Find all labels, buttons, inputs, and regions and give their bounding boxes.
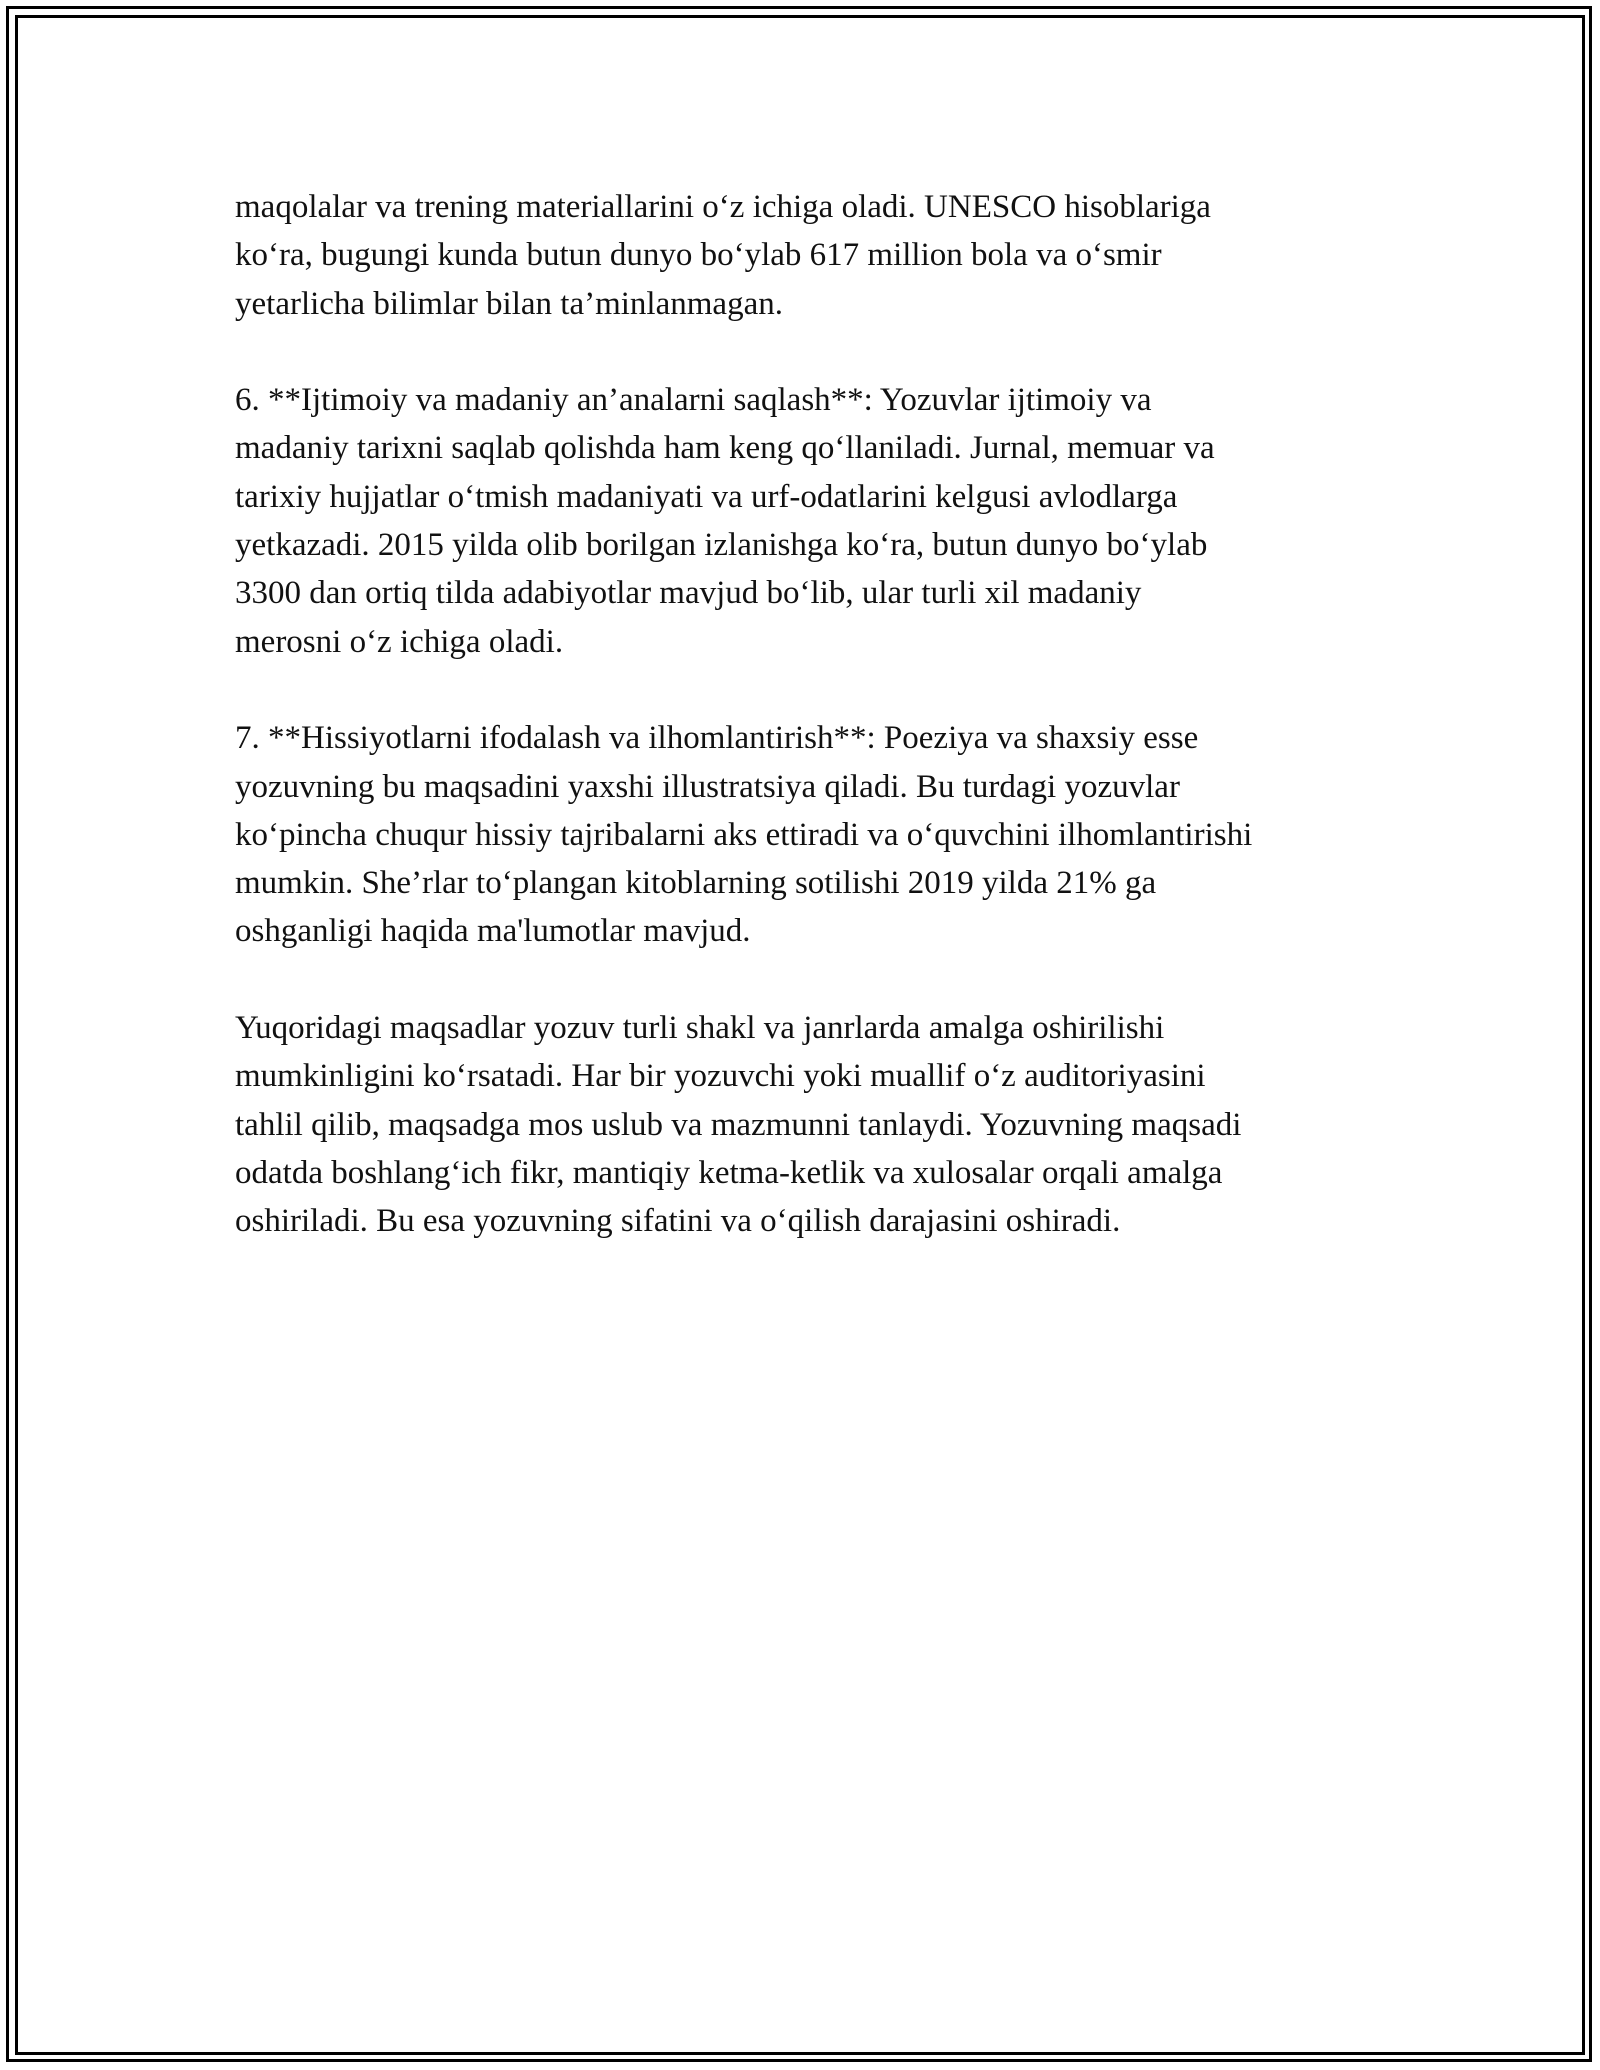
paragraph-unesco-stats: maqolalar va trening materiallarini o‘z ichiga oladi. UNESCO hisoblariga ko‘ra, bugungi kunda butun dunyo bo‘ylab 617 million bola va o‘smir yetarlicha bilimlar bilan ta’minlanmagan. <box>235 189 1211 322</box>
document-body <box>235 183 1375 1246</box>
paragraph-item-6-cultural-traditions: 6. **Ijtimoiy va madaniy an’analarni saqlash**: Yozuvlar ijtimoiy va madaniy tarixni saqlab qolishda ham keng qo‘llaniladi. Jurnal, memuar va tarixiy hujjatlar o‘tmish madaniyati va urf-odatlarini kelgusi avlodlarga yetkazadi. 2015 yilda olib borilgan izlanishga ko‘ra, butun dunyo bo‘ylab 3300 dan ortiq tilda adabiyotlar mavjud bo‘lib, ular turli xil madaniy merosni o‘z ichiga oladi. <box>235 382 1215 660</box>
paragraph-conclusion: Yuqoridagi maqsadlar yozuv turli shakl va janrlarda amalga oshirilishi mumkinligini ko‘rsatadi. Har bir yozuvchi yoki muallif o‘z auditoriyasini tahlil qilib, maqsadga mos uslub va mazmunni tanlaydi. Yozuvning maqsadi odatda boshlang‘ich fikr, mantiqiy ketma-ketlik va xulosalar orqali amalga oshiriladi. Bu esa yozuvning sifatini va o‘qilish darajasini oshiradi. <box>235 1010 1242 1240</box>
paragraph-item-7-emotional-expression: 7. **Hissiyotlarni ifodalash va ilhomlantirish**: Poeziya va shaxsiy esse yozuvning bu maqsadini yaxshi illustratsiya qiladi. Bu turdagi yozuvlar ko‘pincha chuqur hissiy tajribalarni aks ettiradi va o‘quvchini ilhomlantirishi mumkin. She’rlar to‘plangan kitoblarning sotilishi 2019 yilda 21% ga oshganligi haqida ma'lumotlar mavjud. <box>235 720 1253 950</box>
